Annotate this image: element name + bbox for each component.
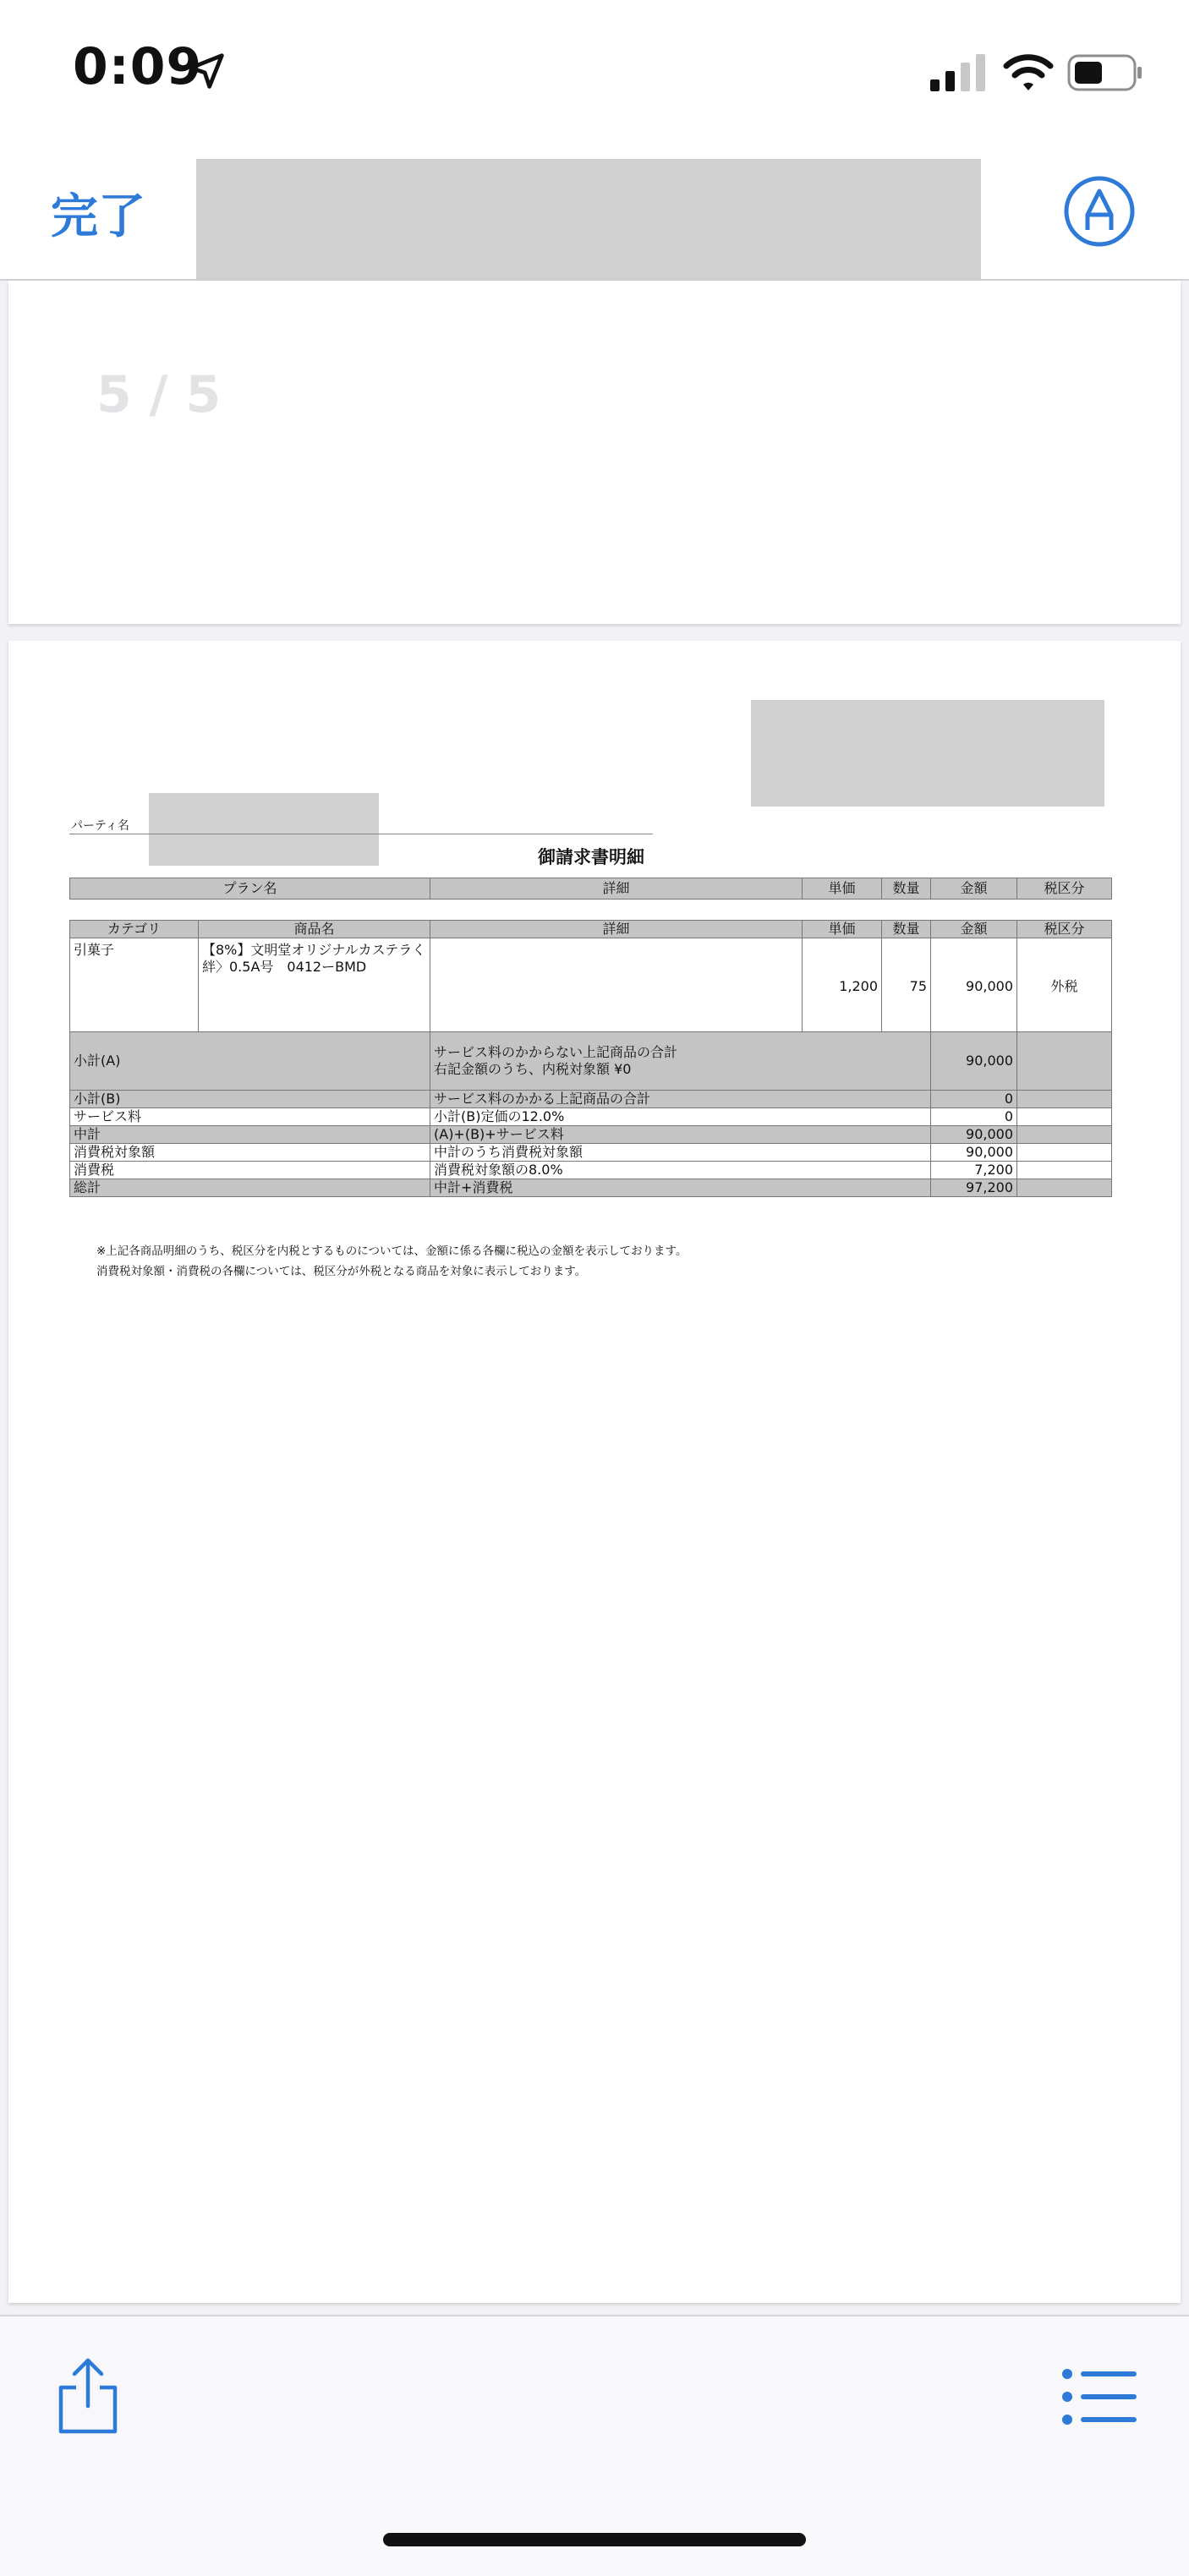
items-header-cell: 詳細 xyxy=(430,921,803,938)
plan-header-cell: 税区分 xyxy=(1017,878,1112,900)
summary-detail: 消費税対象額の8.0% xyxy=(430,1162,931,1179)
summary-tax-cell xyxy=(1017,1032,1112,1091)
summary-tax-cell xyxy=(1017,1144,1112,1162)
list-icon[interactable] xyxy=(1060,2367,1138,2426)
summary-amount: 90,000 xyxy=(931,1126,1017,1144)
item-name-line: 【8%】文明堂オリジナルカステラく xyxy=(202,942,426,958)
summary-tax-cell xyxy=(1017,1091,1112,1108)
item-quantity: 75 xyxy=(882,938,931,1032)
summary-amount: 7,200 xyxy=(931,1162,1017,1179)
item-amount: 90,000 xyxy=(931,938,1017,1032)
summary-detail-line: サービス料のかからない上記商品の合計 xyxy=(434,1044,678,1060)
item-name xyxy=(199,938,430,1032)
items-header-cell: 金額 xyxy=(931,921,1017,938)
battery-icon xyxy=(1067,52,1143,93)
summary-amount: 0 xyxy=(931,1108,1017,1126)
summary-row-consumption-tax xyxy=(70,1162,1112,1179)
plan-header-cell: プラン名 xyxy=(70,878,430,900)
redacted-party-name xyxy=(149,793,379,866)
summary-amount: 0 xyxy=(931,1091,1017,1108)
plan-header-cell: 詳細 xyxy=(430,878,803,900)
items-table xyxy=(69,920,1112,1197)
items-header-row xyxy=(70,921,1112,938)
item-name-line: 絆〉0.5A号 0412ーBMD xyxy=(202,959,367,975)
plan-header-cell: 単価 xyxy=(803,878,882,900)
summary-row-service-fee xyxy=(70,1108,1112,1126)
wifi-icon xyxy=(1003,51,1054,93)
summary-detail-line: 右記金額のうち、内税対象額 ¥0 xyxy=(434,1061,632,1077)
summary-row-subtotal-a xyxy=(70,1032,1112,1091)
summary-label: 小計(A) xyxy=(70,1032,430,1091)
summary-row-grand-total xyxy=(70,1179,1112,1197)
items-header-cell: カテゴリ xyxy=(70,921,199,938)
summary-tax-cell xyxy=(1017,1162,1112,1179)
summary-tax-cell xyxy=(1017,1108,1112,1126)
summary-detail xyxy=(430,1032,931,1091)
item-row xyxy=(70,938,1112,1032)
previous-page xyxy=(8,281,1181,624)
summary-amount: 97,200 xyxy=(931,1179,1017,1197)
summary-row-taxable-amount xyxy=(70,1144,1112,1162)
summary-label: 消費税対象額 xyxy=(70,1144,430,1162)
item-tax-category: 外税 xyxy=(1017,938,1112,1032)
share-icon[interactable] xyxy=(54,2355,122,2437)
done-button[interactable]: 完了 xyxy=(51,189,145,244)
summary-detail: 小計(B)定価の12.0% xyxy=(430,1108,931,1126)
page-indicator: 5 / 5 xyxy=(96,365,222,424)
markup-pen-icon[interactable] xyxy=(1062,174,1137,249)
summary-label: 小計(B) xyxy=(70,1091,430,1108)
item-category: 引菓子 xyxy=(70,938,199,1032)
summary-label: 消費税 xyxy=(70,1162,430,1179)
footnote: 消費税対象額・消費税の各欄については、税区分が外税となる商品を対象に表示しております。 xyxy=(96,1265,587,1278)
items-header-cell: 税区分 xyxy=(1017,921,1112,938)
summary-row-subtotal-b xyxy=(70,1091,1112,1108)
summary-detail: 中計+消費税 xyxy=(430,1179,931,1197)
plan-header-cell: 数量 xyxy=(882,878,931,900)
summary-label: 中計 xyxy=(70,1126,430,1144)
invoice-title: 御請求書明細 xyxy=(538,847,644,867)
party-name-label: パーティ名 xyxy=(71,819,129,833)
summary-detail: 中計のうち消費税対象額 xyxy=(430,1144,931,1162)
items-header-cell: 数量 xyxy=(882,921,931,938)
status-time: 0:09 xyxy=(73,37,203,96)
summary-tax-cell xyxy=(1017,1179,1112,1197)
items-header-cell: 単価 xyxy=(803,921,882,938)
items-header-cell: 商品名 xyxy=(199,921,430,938)
item-unit-price: 1,200 xyxy=(803,938,882,1032)
location-arrow-icon xyxy=(188,52,225,90)
summary-tax-cell xyxy=(1017,1126,1112,1144)
redacted-company-block xyxy=(751,700,1104,807)
plan-header-cell: 金額 xyxy=(931,878,1017,900)
summary-amount: 90,000 xyxy=(931,1144,1017,1162)
item-detail xyxy=(430,938,803,1032)
home-indicator xyxy=(383,2533,806,2546)
plan-table xyxy=(69,878,1112,900)
cellular-signal-icon xyxy=(930,52,986,93)
summary-detail: サービス料のかかる上記商品の合計 xyxy=(430,1091,931,1108)
footnote: ※上記各商品明細のうち、税区分を内税とするものについては、金額に係る各欄に税込の金額を表示しております。 xyxy=(96,1244,688,1258)
summary-label: サービス料 xyxy=(70,1108,430,1126)
plan-header-row xyxy=(70,878,1112,900)
summary-label: 総計 xyxy=(70,1179,430,1197)
summary-amount: 90,000 xyxy=(931,1032,1017,1091)
summary-detail: (A)+(B)+サービス料 xyxy=(430,1126,931,1144)
summary-row-midtotal xyxy=(70,1126,1112,1144)
